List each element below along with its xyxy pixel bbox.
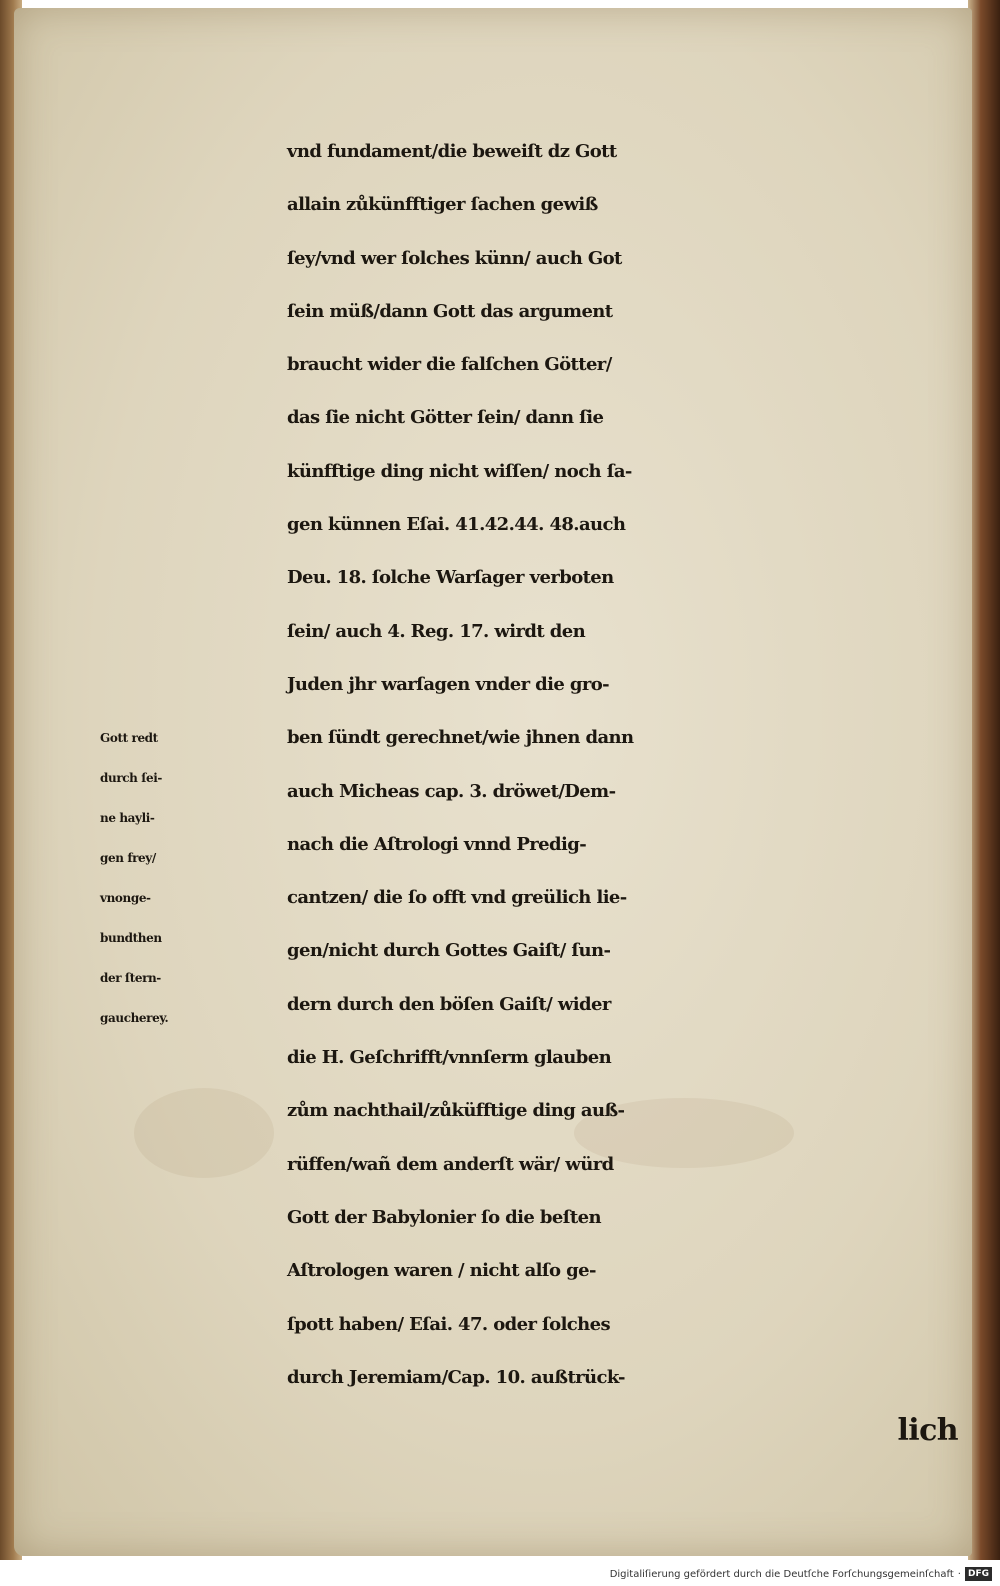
text-line: vnd fundament/die beweiſt dz Gott xyxy=(287,141,617,162)
digitization-credit xyxy=(610,1564,992,1584)
margin-note-line: der ſtern- xyxy=(100,971,161,985)
text-line: die H. Geſchrifft/vnnſerm glauben xyxy=(287,1047,612,1069)
text-line: gen künnen Eſai. 41.42.44. 48.auch xyxy=(287,514,626,536)
text-line: auch Micheas cap. 3. dröwet/Dem- xyxy=(287,780,616,802)
text-line: rüffen/wañ dem anderſt wär/ würd xyxy=(287,1153,614,1175)
text-line: gen/nicht durch Gottes Gaiſt/ ſun- xyxy=(287,940,611,962)
text-line: dern durch den böſen Gaiſt/ wider xyxy=(287,993,611,1015)
margin-note-line: gaucherey. xyxy=(100,1011,169,1025)
credit-separator: · xyxy=(957,1568,961,1580)
text-line: braucht wider die falſchen Götter/ xyxy=(287,354,612,376)
text-line: das ſie nicht Götter ſein/ dann ſie xyxy=(287,407,604,429)
text-line: durch Jeremiam/Cap. 10. außtrück- xyxy=(287,1366,625,1388)
margin-note-line: gen frey/ xyxy=(100,851,156,865)
dfg-logo-icon: DFG xyxy=(965,1567,992,1581)
text-line: ſein/ auch 4. Reg. 17. wirdt den xyxy=(287,620,586,642)
margin-note xyxy=(100,718,280,1038)
text-line: nach die Aſtrologi vnnd Predig- xyxy=(287,833,587,855)
text-line: Aſtrologen waren / nicht alſo ge- xyxy=(287,1260,596,1282)
text-line: ſpott haben/ Eſai. 47. oder ſolches xyxy=(287,1313,611,1335)
margin-note-line: vnonge- xyxy=(100,891,151,905)
margin-note-line: ne hayli- xyxy=(100,811,155,825)
text-line: ben ſündt gerechnet/wie jhnen dann xyxy=(287,727,634,749)
credit-text: Digitaliſierung gefördert durch die Deutſche Forſchungsgemeinſchaft xyxy=(609,1568,954,1580)
margin-note-line: Gott redt xyxy=(100,731,158,745)
main-text-column xyxy=(287,125,972,1457)
margin-note-line: durch ſei- xyxy=(100,771,162,785)
text-line: künfftige ding nicht wiſſen/ noch ſa- xyxy=(287,460,632,482)
text-line: ſey/vnd wer ſolches künn/ auch Got xyxy=(287,247,622,269)
book-fore-edge xyxy=(968,0,1000,1560)
text-line: cantzen/ die ſo offt vnd greülich lie- xyxy=(287,887,627,909)
text-line: Juden jhr warſagen vnder die gro- xyxy=(287,673,610,695)
text-line: allain zůkünfftiger ſachen gewiß xyxy=(287,194,598,216)
text-line: Gott der Babylonier ſo die beſten xyxy=(287,1206,601,1228)
paper-stain xyxy=(134,1088,274,1178)
text-line: Deu. 18. ſolche Warſager verboten xyxy=(287,567,614,589)
text-line: ſein müß/dann Gott das argument xyxy=(287,300,613,322)
margin-note-line: bundthen xyxy=(100,931,162,945)
catchword: lich xyxy=(897,1413,958,1449)
text-line: zům nachthail/zůküfftige ding auß- xyxy=(287,1100,625,1122)
